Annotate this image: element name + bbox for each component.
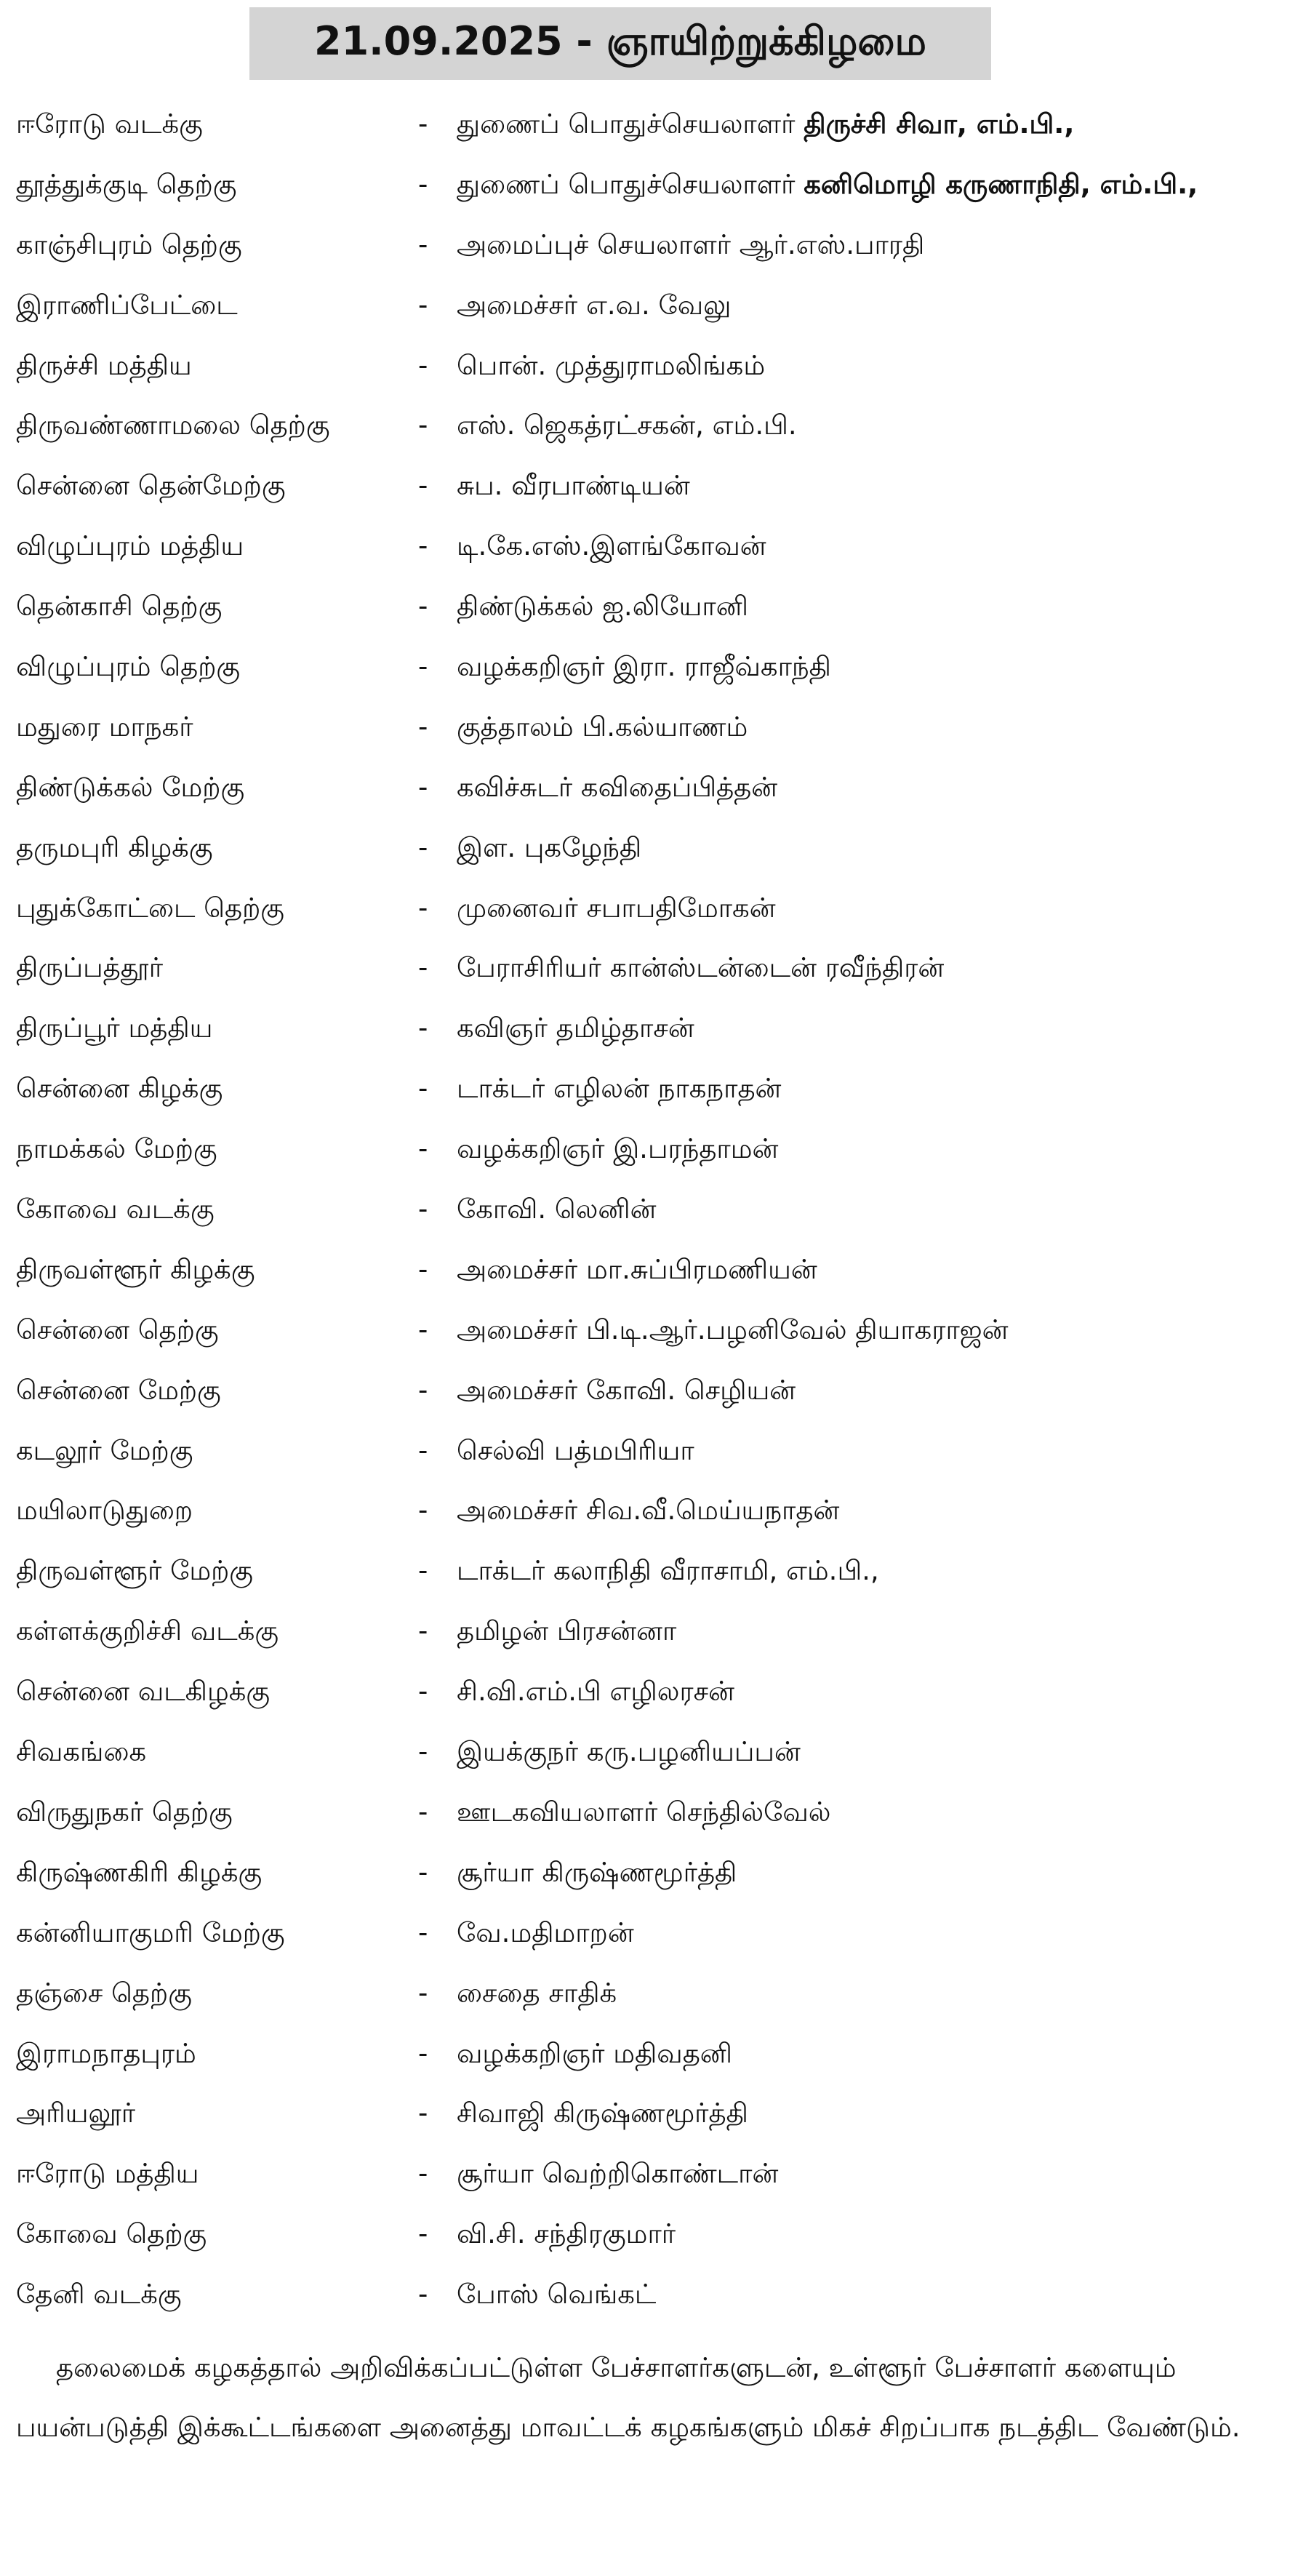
separator-dash: - [418, 1916, 428, 1948]
speaker-name-text: குத்தாலம் பி.கல்யாணம் [457, 711, 748, 743]
list-item [0, 2204, 1290, 2265]
separator-dash: - [418, 1434, 428, 1466]
speaker-name-text: டாக்டர் எழிலன் நாகநாதன் [457, 1073, 782, 1105]
speaker-name [457, 336, 1286, 396]
list-item [0, 637, 1290, 697]
separator-dash: - [418, 651, 428, 683]
speaker-name-text: இள. புகழேந்தி [457, 831, 642, 863]
speaker-name-text: அமைப்புச் செயலாளர் ஆர்.எஸ்.பாரதி [457, 228, 925, 260]
separator-dash: - [418, 409, 428, 441]
list-item [0, 2024, 1290, 2084]
district-name: சென்னை வடகிழக்கு [16, 1676, 271, 1708]
speaker-name [457, 1964, 1286, 2024]
district-name: மதுரை மாநகர் [16, 711, 193, 743]
speaker-name-text: சிவாஜி கிருஷ்ணமூர்த்தி [457, 2097, 748, 2129]
speaker-name-text: டி.கே.எஸ்.இளங்கோவன் [457, 530, 766, 562]
district-name: திருவண்ணாமலை தெற்கு [16, 409, 330, 441]
district-name: கடலூர் மேற்கு [16, 1434, 193, 1466]
speaker-name [457, 396, 1286, 456]
speaker-name [457, 938, 1286, 999]
district-name: ஈரோடு மத்திய [16, 2158, 199, 2190]
speaker-name-text: சூர்யா வெற்றிகொண்டான் [457, 2158, 779, 2190]
speaker-name-text: அமைச்சர் பி.டி.ஆர்.பழனிவேல் தியாகராஜன் [457, 1313, 1009, 1345]
list-item [0, 396, 1290, 456]
list-item [0, 1361, 1290, 1421]
speaker-name-text: சுப. வீரபாண்டியன் [457, 470, 690, 502]
district-name: திண்டுக்கல் மேற்கு [16, 771, 245, 803]
list-item [0, 1421, 1290, 1481]
district-name: மயிலாடுதுறை [16, 1495, 193, 1527]
district-name: விழுப்புரம் மத்திய [16, 530, 244, 562]
list-item [0, 1662, 1290, 1722]
list-item [0, 2265, 1290, 2325]
speaker-name [457, 999, 1286, 1059]
speaker-name [457, 2265, 1286, 2325]
speaker-name [457, 1300, 1286, 1361]
speaker-name [457, 1421, 1286, 1481]
district-name: திருவள்ளூர் மேற்கு [16, 1555, 253, 1587]
separator-dash: - [418, 108, 428, 140]
speaker-name-bold: திருச்சி சிவா, எம்.பி., [804, 108, 1075, 140]
list-item [0, 456, 1290, 516]
district-name: நாமக்கல் மேற்கு [16, 1133, 217, 1165]
list-item [0, 1481, 1290, 1541]
district-name: கோவை வடக்கு [16, 1193, 215, 1225]
separator-dash: - [418, 1615, 428, 1647]
list-item [0, 818, 1290, 879]
speaker-name [457, 2144, 1286, 2204]
separator-dash: - [418, 1495, 428, 1527]
list-item [0, 1601, 1290, 1662]
separator-dash: - [418, 1193, 428, 1225]
district-name: அரியலூர் [16, 2097, 136, 2129]
speaker-name-bold: கனிமொழி கருணாநிதி, எம்.பி., [804, 168, 1198, 200]
separator-dash: - [418, 2037, 428, 2069]
speaker-name-text: கவிஞர் தமிழ்தாசன் [457, 1012, 694, 1044]
speaker-name-text: சி.வி.எம்.பி எழிலரசன் [457, 1676, 734, 1708]
separator-dash: - [418, 1856, 428, 1888]
separator-dash: - [418, 1073, 428, 1105]
list-item [0, 1541, 1290, 1601]
speaker-name-text: வழக்கறிஞர் இ.பரந்தாமன் [457, 1133, 779, 1165]
speaker-name [457, 879, 1286, 939]
speaker-list [0, 95, 1290, 2325]
district-name: தென்காசி தெற்கு [16, 591, 223, 623]
list-item [0, 155, 1290, 215]
speaker-title: துணைப் பொதுச்செயலாளர் [457, 108, 804, 140]
speaker-name [457, 155, 1286, 215]
speaker-name-text: போஸ் வெங்கட் [457, 2279, 657, 2311]
district-name: ஈரோடு வடக்கு [16, 108, 203, 140]
speaker-name [457, 1180, 1286, 1240]
separator-dash: - [418, 1313, 428, 1345]
district-name: கிருஷ்ணகிரி கிழக்கு [16, 1856, 263, 1888]
list-item [0, 1903, 1290, 1964]
list-item [0, 516, 1290, 577]
speaker-name-text: எஸ். ஜெகத்ரட்சகன், எம்.பி. [457, 409, 797, 441]
speaker-name-text: அமைச்சர் சிவ.வீ.மெய்யநாதன் [457, 1495, 840, 1527]
speaker-name [457, 758, 1286, 818]
speaker-name [457, 2084, 1286, 2144]
speaker-name [457, 1722, 1286, 1783]
separator-dash: - [418, 1736, 428, 1768]
district-name: தருமபுரி கிழக்கு [16, 831, 213, 863]
speaker-name [457, 1662, 1286, 1722]
speaker-name [457, 1361, 1286, 1421]
list-item [0, 879, 1290, 939]
list-item [0, 2084, 1290, 2144]
list-item [0, 215, 1290, 276]
list-item [0, 336, 1290, 396]
speaker-name [457, 2024, 1286, 2084]
list-item [0, 1300, 1290, 1361]
speaker-name [457, 1541, 1286, 1601]
list-item [0, 95, 1290, 155]
speaker-name [457, 1843, 1286, 1903]
speaker-name [457, 1601, 1286, 1662]
district-name: இராணிப்பேட்டை [16, 289, 238, 321]
speaker-name-text: தமிழன் பிரசன்னா [457, 1615, 677, 1647]
speaker-name-text: செல்வி பத்மபிரியா [457, 1434, 694, 1466]
district-name: திருச்சி மத்திய [16, 349, 192, 381]
district-name: இராமநாதபுரம் [16, 2037, 196, 2069]
speaker-name [457, 516, 1286, 577]
speaker-name [457, 2204, 1286, 2265]
separator-dash: - [418, 1977, 428, 2009]
speaker-name-text: அமைச்சர் மா.சுப்பிரமணியன் [457, 1253, 817, 1285]
separator-dash: - [418, 349, 428, 381]
separator-dash: - [418, 711, 428, 743]
speaker-name [457, 1119, 1286, 1180]
district-name: தேனி வடக்கு [16, 2279, 182, 2311]
list-item [0, 577, 1290, 637]
speaker-name-text: வி.சி. சந்திரகுமார் [457, 2218, 676, 2250]
list-item [0, 1722, 1290, 1783]
list-item [0, 938, 1290, 999]
separator-dash: - [418, 892, 428, 924]
separator-dash: - [418, 1676, 428, 1708]
district-name: கோவை தெற்கு [16, 2218, 207, 2250]
list-item [0, 1180, 1290, 1240]
speaker-name-text: கோவி. லெனின் [457, 1193, 657, 1225]
list-item [0, 1843, 1290, 1903]
district-name: விழுப்புரம் தெற்கு [16, 651, 241, 683]
district-name: காஞ்சிபுரம் தெற்கு [16, 228, 242, 260]
district-name: திருப்பூர் மத்திய [16, 1012, 213, 1044]
separator-dash: - [418, 228, 428, 260]
list-item [0, 999, 1290, 1059]
speaker-name [457, 1059, 1286, 1119]
speaker-name [457, 577, 1286, 637]
separator-dash: - [418, 2218, 428, 2250]
separator-dash: - [418, 1133, 428, 1165]
page-title: 21.09.2025 - ஞாயிற்றுக்கிழமை [314, 17, 926, 64]
speaker-name-text: வழக்கறிஞர் மதிவதனி [457, 2037, 733, 2069]
district-name: திருப்பத்தூர் [16, 952, 164, 984]
district-name: திருவள்ளூர் கிழக்கு [16, 1253, 255, 1285]
list-item [0, 1059, 1290, 1119]
separator-dash: - [418, 771, 428, 803]
speaker-name [457, 1783, 1286, 1843]
separator-dash: - [418, 1555, 428, 1587]
speaker-name-text: பொன். முத்துராமலிங்கம் [457, 349, 766, 381]
speaker-name-text: இயக்குநர் கரு.பழனியப்பன் [457, 1736, 801, 1768]
district-name: கன்னியாகுமரி மேற்கு [16, 1916, 285, 1948]
list-item [0, 697, 1290, 758]
speaker-name-text: வழக்கறிஞர் இரா. ராஜீவ்காந்தி [457, 651, 831, 683]
district-name: புதுக்கோட்டை தெற்கு [16, 892, 284, 924]
separator-dash: - [418, 2158, 428, 2190]
list-item [0, 276, 1290, 336]
list-item [0, 1964, 1290, 2024]
speaker-name-text: ஊடகவியலாளர் செந்தில்வேல் [457, 1796, 831, 1828]
speaker-name [457, 1903, 1286, 1964]
speaker-name [457, 456, 1286, 516]
separator-dash: - [418, 470, 428, 502]
footer-note: தலைமைக் கழகத்தால் அறிவிக்கப்பட்டுள்ள பேச்சாளர்களுடன், உள்ளூர் பேச்சாளர் களையும் பயன்படுத்தி இக்கூட்டங்களை அனைத்து மாவட்டக் கழகங்களும் மிகச் சிறப்பாக நடத்திட வேண்டும். [16, 2352, 1241, 2443]
district-name: தஞ்சை தெற்கு [16, 1977, 192, 2009]
district-name: சென்னை கிழக்கு [16, 1073, 223, 1105]
speaker-name-text: முனைவர் சபாபதிமோகன் [457, 892, 776, 924]
list-item [0, 1119, 1290, 1180]
separator-dash: - [418, 1012, 428, 1044]
speaker-name [457, 637, 1286, 697]
speaker-name-text: சூர்யா கிருஷ்ணமூர்த்தி [457, 1856, 737, 1888]
speaker-name [457, 215, 1286, 276]
speaker-name-text: அமைச்சர் எ.வ. வேலு [457, 289, 732, 321]
separator-dash: - [418, 952, 428, 984]
district-name: சென்னை தென்மேற்கு [16, 470, 286, 502]
speaker-name-text: பேராசிரியர் கான்ஸ்டன்டைன் ரவீந்திரன் [457, 952, 945, 984]
speaker-name-text: சைதை சாதிக் [457, 1977, 617, 2009]
separator-dash: - [418, 1796, 428, 1828]
speaker-name-text: வே.மதிமாறன் [457, 1916, 634, 1948]
district-name: சென்னை தெற்கு [16, 1313, 219, 1345]
district-name: தூத்துக்குடி தெற்கு [16, 168, 237, 200]
separator-dash: - [418, 289, 428, 321]
speaker-name [457, 95, 1286, 155]
speaker-name [457, 697, 1286, 758]
speaker-name-text: டாக்டர் கலாநிதி வீராசாமி, எம்.பி., [457, 1555, 879, 1587]
list-item [0, 758, 1290, 818]
separator-dash: - [418, 2279, 428, 2311]
list-item [0, 1240, 1290, 1300]
speaker-name [457, 818, 1286, 879]
separator-dash: - [418, 530, 428, 562]
separator-dash: - [418, 1253, 428, 1285]
district-name: சென்னை மேற்கு [16, 1374, 221, 1406]
list-item [0, 2144, 1290, 2204]
speaker-name [457, 1240, 1286, 1300]
separator-dash: - [418, 831, 428, 863]
district-name: விருதுநகர் தெற்கு [16, 1796, 233, 1828]
list-item [0, 1783, 1290, 1843]
speaker-name-text: கவிச்சுடர் கவிதைப்பித்தன் [457, 771, 778, 803]
speaker-name-text: திண்டுக்கல் ஐ.லியோனி [457, 591, 748, 623]
district-name: கள்ளக்குறிச்சி வடக்கு [16, 1615, 279, 1647]
separator-dash: - [418, 2097, 428, 2129]
speaker-name [457, 276, 1286, 336]
separator-dash: - [418, 168, 428, 200]
speaker-name-text: அமைச்சர் கோவி. செழியன் [457, 1374, 796, 1406]
speaker-title: துணைப் பொதுச்செயலாளர் [457, 168, 804, 200]
district-name: சிவகங்கை [16, 1736, 147, 1768]
separator-dash: - [418, 591, 428, 623]
speaker-name [457, 1481, 1286, 1541]
page-title-box [249, 7, 991, 80]
separator-dash: - [418, 1374, 428, 1406]
